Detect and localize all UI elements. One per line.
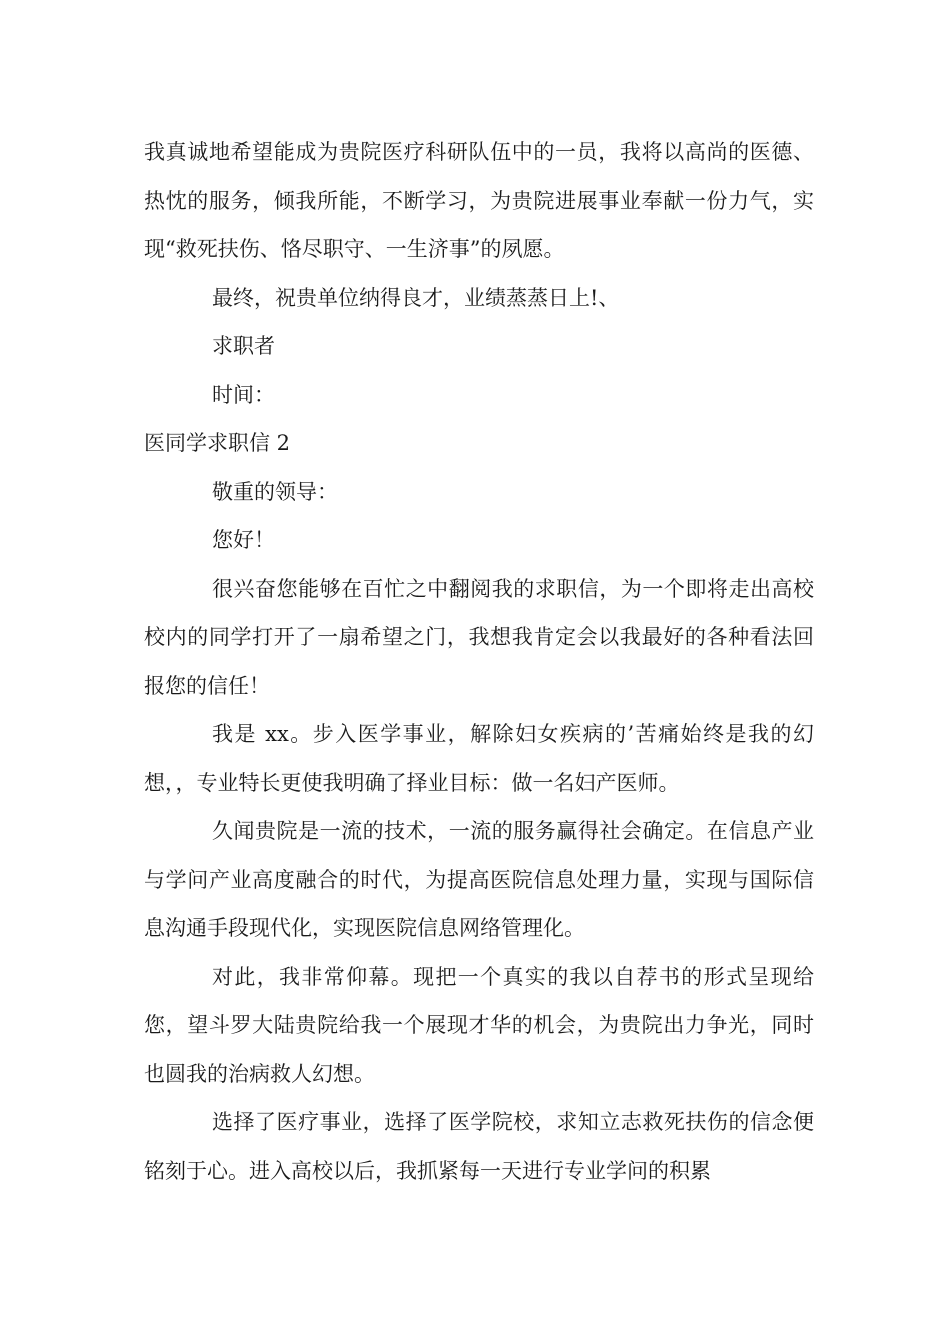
greeting: 您好！	[212, 528, 275, 552]
closing-wish: 最终，祝贵单位纳得良才，业绩蒸蒸日上!、	[212, 285, 620, 310]
signature: 求职者	[212, 334, 275, 358]
section-title: 医同学求职信 2	[144, 431, 291, 455]
body-paragraph: 选择了医疗事业，选择了医学院校，求知立志救死扶伤的信念便铭刻于心。进入高校以后，我抓紧每一天进行专业学问的积累	[144, 1110, 814, 1183]
body-paragraph: 对此，我非常仰幕。现把一个真实的我以自荐书的形式呈现给您，望斗罗大陆贵院给我一个展现才华的机会，为贵院出力争光，同时也圆我的治病救人幻想。	[144, 964, 814, 1086]
body-paragraph: 久闻贵院是一流的技术，一流的服务赢得社会确定。在信息产业与学问产业高度融合的时代，为提高医院信息处理力量，实现与国际信息沟通手段现代化，实现医院信息网络管理化。	[144, 819, 814, 940]
date-label: 时间：	[212, 382, 275, 407]
document-body	[144, 128, 814, 1195]
body-paragraph: 很兴奋您能够在百忙之中翻阅我的求职信，为一个即将走出高校校内的同学打开了一扇希望之门，我想我肯定会以我最好的各种看法回报您的信任！	[144, 576, 814, 698]
body-paragraph: 我是 xx。步入医学事业，解除妇女疾病的’苦痛始终是我的幻想，，专业特长更使我明确了择业目标：做一名妇产医师。	[144, 722, 814, 795]
salutation: 敬重的领导：	[212, 479, 338, 504]
intro-paragraph: 我真诚地希望能成为贵院医疗科研队伍中的一员，我将以高尚的医德、热忱的服务，倾我所能，不断学习，为贵院进展事业奉献一份力气，实现“救死扶伤、恪尽职守、一生济事”的夙愿。	[144, 140, 814, 261]
